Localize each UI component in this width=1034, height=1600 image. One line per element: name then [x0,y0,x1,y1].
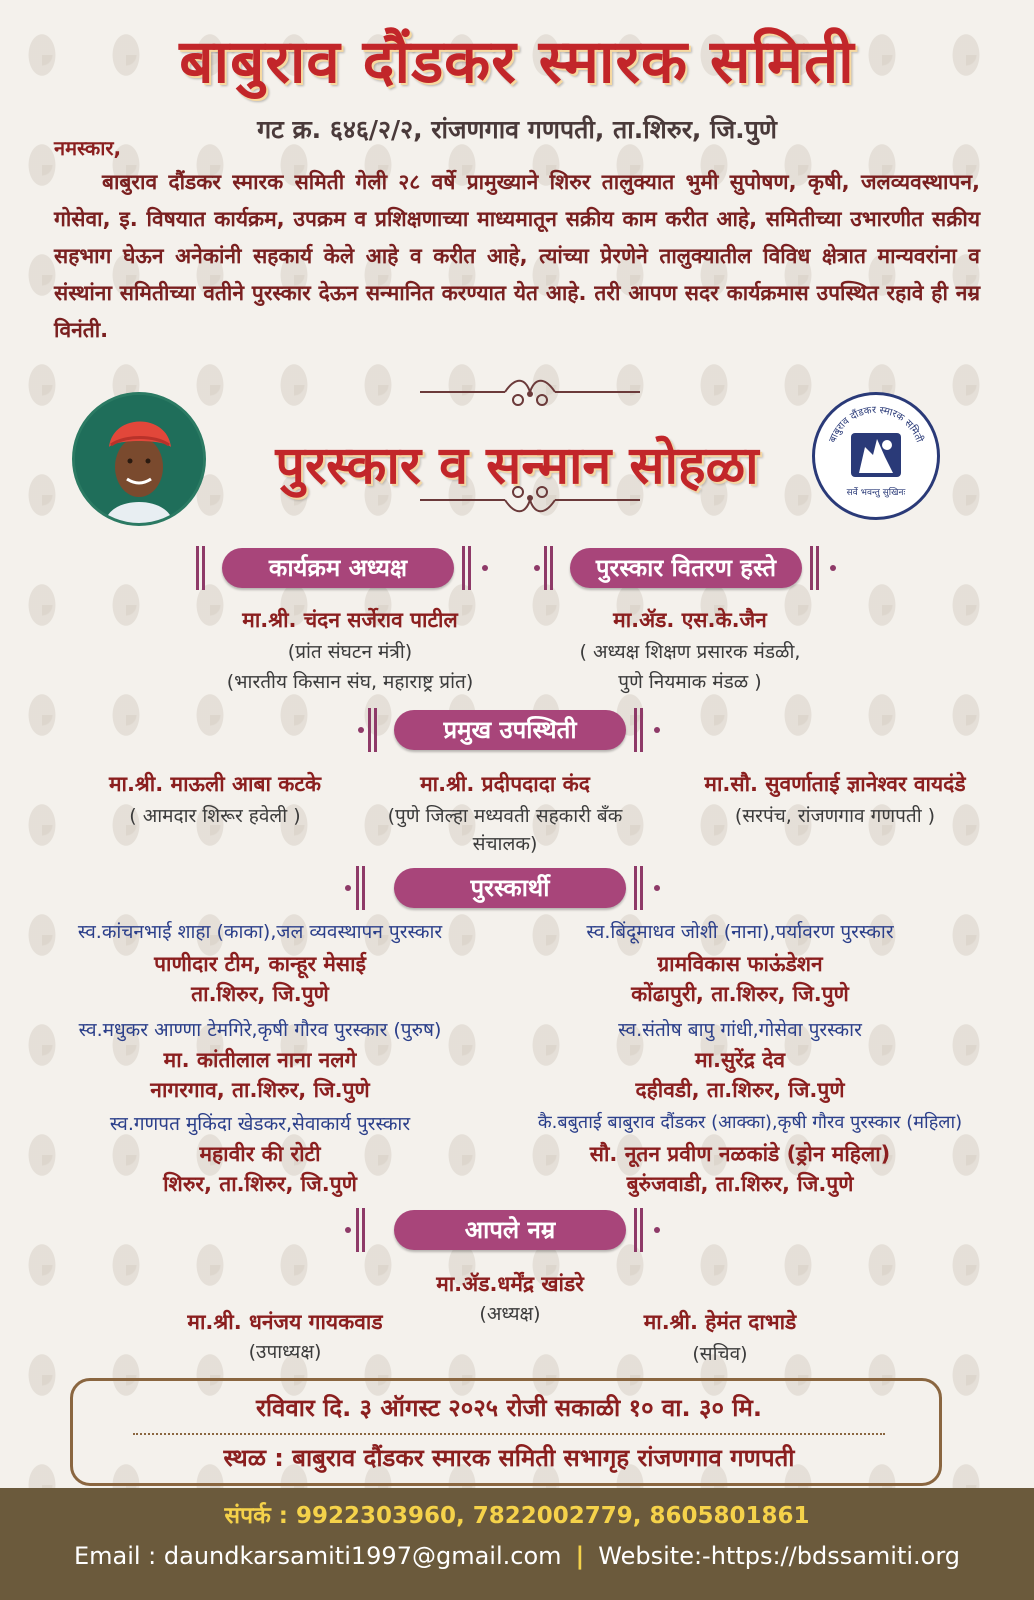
guest-role: (पुणे जिल्हा मध्यवती सहकारी बँक [387,805,623,827]
intro-paragraph: बाबुराव दौंडकर स्मारक समिती गेली २८ वर्षे प्रामुख्याने शिरुर तालुक्यात भुमी सुपोषण, कृषी, जलव्यवस्थापन, गोसेवा, इ. विषयात कार्यक्रम, उपक्रम व प्रशिक्षणाच्या माध्यमातून सक्रीय काम करीत आहे, समितीच्या उभारणीत सक्रीय सहभाग घेऊन अनेकांनी सहकार्य केले आहे व करीत आहे, त्यांच्या प्रेरणेने तालुक्यातील विविध क्षेत्रात मान्यवरांना व संस्थांना समितीच्या वतीने पुरस्कार देऊन सन्मानित करण्यात येत आहे. तरी आपण सदर कार्यक्रमास उपस्थित रहावे ही नम्र विनंती. [54,170,980,342]
divider-bars [544,546,562,590]
award-recipient: महावीर की रोटी [199,1142,321,1166]
email-link[interactable]: Email : daundkarsamiti1997@gmail.com [73,1542,562,1570]
divider-bars [368,708,386,752]
divider-dot [482,565,488,571]
greeting: नमस्कार, [54,136,122,160]
host-vice-president-name: मा.श्री. धनंजय गायकवाड [187,1310,383,1334]
top-ornament [410,372,650,412]
distribution-role: ( अध्यक्ष शिक्षण प्रसारक मंडळी, [579,641,801,663]
host-president-role: (अध्यक्ष) [479,1303,541,1325]
event-venue: स्थळ : बाबुराव दौंडकर स्मारक समिती सभागृह रांजणगाव गणपती [223,1444,795,1472]
president-name: मा.श्री. चंदन सर्जेराव पाटील [242,608,458,632]
divider-bars [356,866,374,910]
award-place: बुरुंजवाडी, ता.शिरुर, जि.पुणे [626,1172,854,1196]
award-title: स्व.मधुकर आण्णा टेमगिरे,कृषी गौरव पुरस्कार (पुरुष) [78,1019,442,1041]
president-role: (प्रांत संघटन मंत्री) [287,641,413,663]
divider-bars [634,866,652,910]
divider-dot [534,565,540,571]
guests-heading: प्रमुख उपस्थिती [394,710,626,750]
divider-bars [462,546,480,590]
divider-dot [358,727,364,733]
president-heading: कार्यक्रम अध्यक्ष [222,548,454,588]
guest-role-continued: संचालक) [472,833,538,855]
distribution-heading: पुरस्कार वितरण हस्ते [570,548,802,588]
divider-dot [654,1227,660,1233]
awardees-heading: पुरस्कार्थी [394,868,626,908]
divider-dot [830,565,836,571]
award-title: कै.बबुताई बाबुराव दौंडकर (आक्का),कृषी गौरव पुरस्कार (महिला) [537,1112,963,1133]
host-secretary-role: (सचिव) [692,1343,748,1365]
divider-bars [634,708,652,752]
footer-bar [0,1488,1034,1600]
guest-role: (सरपंच, रांजणगाव गणपती ) [734,805,936,827]
guest-name: मा.श्री. प्रदीपदादा कंद [420,772,590,796]
guest-name: मा.श्री. माऊली आबा कटके [108,772,322,796]
divider-bars [634,1208,652,1252]
main-title: बाबुराव दौंडकर स्मारक समिती [179,27,855,97]
guest-role: ( आमदार शिरूर हवेली ) [129,805,301,827]
award-title: स्व.कांचनभाई शाहा (काका),जल व्यवस्थापन पुरस्कार [77,921,443,943]
footer-separator: | [575,1542,585,1570]
award-place: नागरगाव, ता.शिरुर, जि.पुणे [150,1078,370,1102]
divider-dot [654,885,660,891]
guest-name: मा.सौ. सुवर्णाताई ज्ञानेश्वर वायदंडे [704,772,966,796]
award-recipient: मा.सुरेंद्र देव [694,1048,786,1072]
founder-portrait [72,392,206,526]
dotted-divider [133,1433,885,1435]
divider-dot [345,1227,351,1233]
divider-dot [345,885,351,891]
award-place: कोंढापुरी, ता.शिरुर, जि.पुणे [631,982,849,1006]
distribution-org: पुणे नियमाक मंडळ ) [618,671,762,693]
distribution-name: मा.ॲड. एस.के.जैन [613,608,767,632]
event-details-box [70,1378,942,1486]
divider-dot [654,727,660,733]
divider-bars [196,546,214,590]
award-title: स्व.बिंदूमाधव जोशी (नाना),पर्यावरण पुरस्कार [586,921,894,943]
host-secretary-name: मा.श्री. हेमंत दाभाडे [643,1310,797,1334]
award-place: दहीवडी, ता.शिरुर, जि.पुणे [635,1078,845,1102]
logo-arc-text: बाबुराव दौंडकर स्मारक समिती [827,404,925,445]
footer-links [0,1542,1034,1570]
hosts-heading: आपले नम्र [394,1210,626,1250]
logo-motto: सर्वे भवन्तु सुखिनः [846,488,906,498]
website-link[interactable]: Website:-https://bdssamiti.org [598,1542,961,1570]
divider-bars [810,546,828,590]
host-president-name: मा.ॲड.धर्मेंद्र खांडरे [436,1272,584,1296]
samiti-logo [812,392,940,520]
award-recipient: ग्रामविकास फाऊंडेशन [657,952,823,976]
ceremony-title: पुरस्कार व सन्मान सोहळा [275,435,759,496]
event-date-time: रविवार दि. ३ ऑगस्ट २०२५ रोजी सकाळी १० वा. ३० मि. [256,1394,762,1422]
award-title: स्व.संतोष बापु गांधी,गोसेवा पुरस्कार [618,1019,862,1041]
award-recipient: सौ. नूतन प्रवीण नळकांडे (ड्रोन महिला) [589,1142,891,1166]
divider-bars [356,1208,374,1252]
contact-numbers: संपर्क : 9922303960, 7822002779, 8605801861 [224,1503,810,1529]
host-vice-president-role: (उपाध्यक्ष) [248,1341,322,1363]
award-recipient: पाणीदार टीम, कान्हूर मेसाई [154,952,366,976]
address: गट क्र. ६४६/२/२, रांजणगाव गणपती, ता.शिरुर, जि.पुणे [257,115,777,144]
award-recipient: मा. कांतीलाल नाना नलगे [163,1048,357,1072]
president-org: (भारतीय किसान संघ, महाराष्ट्र प्रांत) [226,671,474,693]
award-place: शिरुर, ता.शिरुर, जि.पुणे [163,1172,357,1196]
award-title: स्व.गणपत मुकिंदा खेडकर,सेवाकार्य पुरस्कार [109,1113,411,1135]
award-place: ता.शिरुर, जि.पुणे [191,982,329,1006]
